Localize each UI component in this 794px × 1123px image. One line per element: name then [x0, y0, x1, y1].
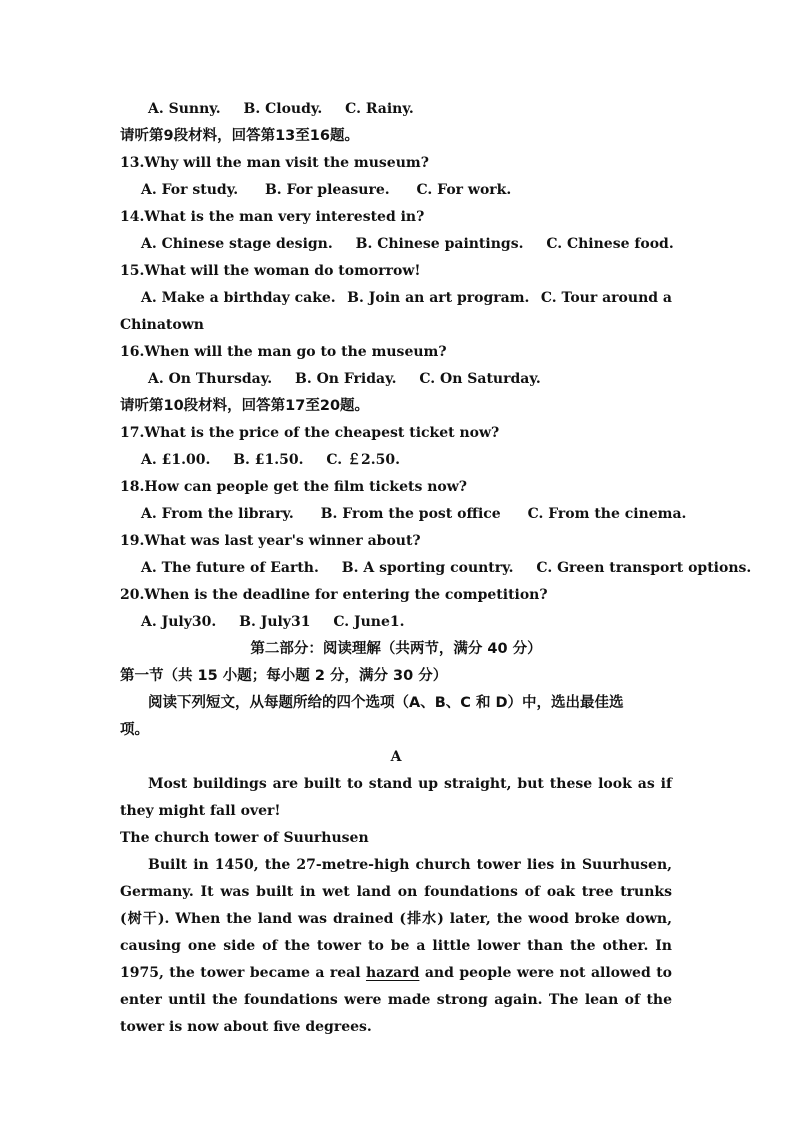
option-c: C. Green transport options.	[536, 560, 752, 576]
option-c: C. From the cinema.	[527, 506, 687, 522]
option-c: C. For work.	[416, 182, 512, 198]
option-c: C. June1.	[333, 614, 405, 630]
q18-options	[120, 501, 687, 528]
passage-label: A	[390, 749, 402, 765]
section1-title: 第一节（共 15 小题；每小题 2 分，满分 30 分）	[120, 668, 448, 684]
option-a: A. Chinese stage design.	[141, 236, 333, 252]
q17-options	[120, 447, 672, 474]
question-13: 13.Why will the man visit the museum?	[120, 155, 429, 171]
section9-instruction: 请听第9段材料，回答第13至16题。	[120, 128, 359, 144]
subheading: The church tower of Suurhusen	[120, 830, 369, 846]
option-a: A. On Thursday.	[148, 371, 273, 387]
option-c: C. Tour around a	[540, 290, 672, 306]
paragraph-text-before: Built in 1450, the 27-metre-high church tower lies in Suurhusen, Germany. It was built in wet land on foundations of oak tree trunks (树干). When the land was drained (排水) later, the wood broke down, causing one side of the tower to be a little lower than the other. In 1975, the tower became a real	[120, 857, 672, 981]
option-b: B. From the post office	[320, 506, 501, 522]
question-15: 15.What will the woman do tomorrow!	[120, 263, 421, 279]
q19-options	[120, 555, 752, 582]
question-19: 19.What was last year's winner about?	[120, 533, 421, 549]
option-a: A. Make a birthday cake.	[141, 290, 336, 306]
option-a: A. From the library.	[141, 506, 294, 522]
q20-options	[120, 609, 672, 636]
section10-instruction: 请听第10段材料，回答第17至20题。	[120, 398, 370, 414]
option-a: A. Sunny.	[148, 101, 221, 117]
option-c: C. On Saturday.	[419, 371, 541, 387]
q15-options	[120, 285, 672, 312]
hazard-underlined-word: hazard	[365, 965, 420, 981]
q13-options	[120, 177, 672, 204]
q16-options	[120, 366, 672, 393]
passage-paragraph	[120, 852, 672, 1041]
question-20: 20.When is the deadline for entering the competition?	[120, 587, 548, 603]
reading-instruction-line2: 项。	[120, 722, 149, 738]
q14-options	[120, 231, 672, 258]
option-a: A. For study.	[141, 182, 239, 198]
question-18: 18.How can people get the film tickets now?	[120, 479, 467, 495]
option-c: C. ￡2.50.	[326, 452, 400, 468]
option-c: C. Chinese food.	[546, 236, 674, 252]
option-b: B. For pleasure.	[264, 182, 390, 198]
part2-title: 第二部分：阅读理解（共两节，满分 40 分）	[250, 641, 542, 657]
q12-options	[120, 96, 672, 123]
option-c: C. Rainy.	[345, 101, 414, 117]
option-b: B. A sporting country.	[341, 560, 514, 576]
exam-page	[120, 96, 752, 1041]
question-14: 14.What is the man very interested in?	[120, 209, 425, 225]
option-b: B. £1.50.	[233, 452, 304, 468]
option-a: A. The future of Earth.	[141, 560, 319, 576]
paragraph-text-after: and people were not allowed to enter until the foundations were made strong again. The lean of the tower is now about five degrees.	[120, 965, 672, 1035]
option-b: B. On Friday.	[295, 371, 397, 387]
option-b: B. July31	[239, 614, 311, 630]
option-b: B. Cloudy.	[243, 101, 323, 117]
option-b: B. Chinese paintings.	[355, 236, 524, 252]
q15-option-c-continued: Chinatown	[120, 317, 204, 333]
passage-intro: Most buildings are built to stand up straight, but these look as if they might fall over!	[120, 776, 672, 819]
question-17: 17.What is the price of the cheapest ticket now?	[120, 425, 500, 441]
option-a: A. July30.	[141, 614, 217, 630]
option-a: A. £1.00.	[141, 452, 211, 468]
question-16: 16.When will the man go to the museum?	[120, 344, 447, 360]
reading-instruction-line1: 阅读下列短文，从每题所给的四个选项（A、B、C 和 D）中，选出最佳选	[148, 695, 624, 711]
option-b: B. Join an art program.	[347, 290, 530, 306]
